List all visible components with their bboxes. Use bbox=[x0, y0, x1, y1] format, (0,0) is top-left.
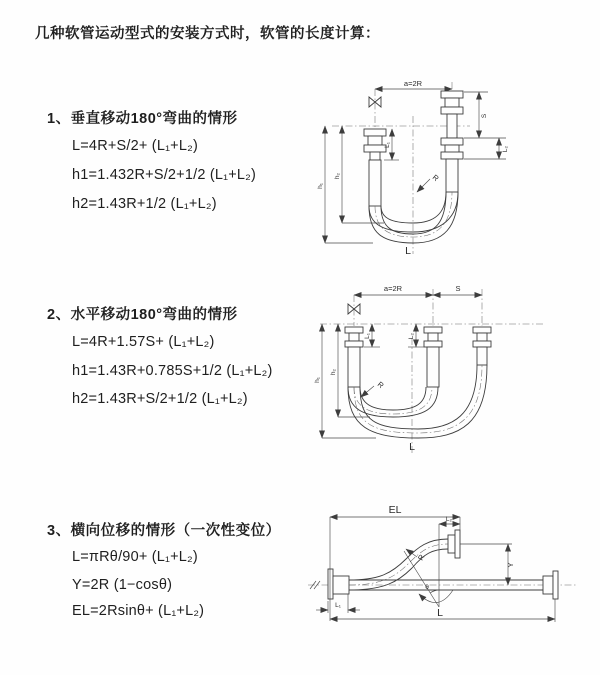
right-flange bbox=[543, 571, 558, 599]
hose-u-bend bbox=[369, 192, 458, 243]
dim-label-R: R bbox=[430, 172, 441, 184]
section-2-formula-h2: h2=1.43R+S/2+1/2 (L₁+L₂) bbox=[72, 391, 248, 407]
dim-label-h2: h₂ bbox=[334, 172, 341, 180]
right-fitting bbox=[441, 91, 463, 159]
diagram-lateral-displacement bbox=[300, 497, 600, 639]
section-1-formula-L: L=4R+S/2+ (L₁+L₂) bbox=[72, 138, 198, 154]
dim-label-a2r: a=2R bbox=[383, 284, 403, 293]
dim-label-L2: L₂ bbox=[502, 145, 509, 153]
section-3-formula-Y: Y=2R (1−cosθ) bbox=[72, 577, 173, 593]
dim-label-EL: EL bbox=[388, 504, 402, 516]
section-3-formula-EL: EL=2Rsinθ+ (L₁+L₂) bbox=[72, 603, 205, 619]
dim-label-L1: L₁ bbox=[384, 142, 391, 148]
dim-label-L1: L₁ bbox=[335, 602, 341, 609]
dim-label-h1: h₁ bbox=[317, 183, 324, 189]
dim-label-L: L bbox=[409, 441, 415, 453]
braided-hose-middle bbox=[427, 347, 439, 387]
braided-hose-right bbox=[446, 159, 458, 192]
dim-label-S: S bbox=[481, 113, 488, 119]
leader-R bbox=[417, 179, 430, 192]
section-2-heading: 2、水平移动180°弯曲的情形 bbox=[47, 307, 238, 323]
hose-s-curve bbox=[349, 539, 448, 590]
section-1-heading: 1、垂直移动180°弯曲的情形 bbox=[47, 111, 238, 127]
section-2-formula-h1: h1=1.43R+0.785S+1/2 (L₁+L₂) bbox=[72, 363, 273, 379]
dim-label-R: R bbox=[375, 379, 386, 391]
dim-label-a2r: a=2R bbox=[403, 79, 423, 88]
section-2-formula-L: L=4R+1.57S+ (L₁+L₂) bbox=[72, 334, 215, 350]
section-3-formula-L: L=πRθ/90+ (L₁+L₂) bbox=[72, 549, 198, 565]
left-fitting bbox=[364, 129, 386, 160]
dim-label-L: L bbox=[405, 245, 411, 257]
dim-label-h2: h₂ bbox=[330, 368, 337, 376]
swing-arrow bbox=[419, 590, 453, 603]
dim-label-theta: θ bbox=[425, 584, 429, 591]
dim-label-L2: L₂ bbox=[445, 516, 453, 523]
dim-label-R: R bbox=[415, 552, 427, 562]
braided-hose-left bbox=[369, 160, 381, 206]
left-flange bbox=[328, 569, 349, 599]
section-1-formula-h2: h2=1.43R+1/2 (L₁+L₂) bbox=[72, 196, 217, 212]
section-1-formula-h1: h1=1.432R+S/2+1/2 (L₁+L₂) bbox=[72, 167, 257, 183]
leader-R bbox=[361, 386, 374, 397]
angle-arc bbox=[430, 590, 439, 593]
dim-label-L1: L₁ bbox=[364, 333, 371, 339]
upper-flange bbox=[448, 530, 460, 558]
braided-hose-left bbox=[348, 347, 360, 387]
diagram-vertical-180-bend bbox=[318, 76, 596, 256]
left-fitting bbox=[345, 327, 363, 347]
dim-label-L: L bbox=[437, 607, 443, 619]
dim-label-h1: h₁ bbox=[314, 377, 321, 383]
dim-label-S: S bbox=[455, 284, 461, 293]
right-fitting bbox=[473, 327, 491, 365]
hose-u-bend bbox=[348, 365, 487, 438]
dim-label-Y: Y bbox=[506, 562, 515, 568]
dim-label-L2: L₂ bbox=[408, 332, 415, 340]
middle-fitting bbox=[424, 327, 442, 347]
page-title: 几种软管运动型式的安装方式时，软管的长度计算： bbox=[35, 26, 380, 42]
diagram-horizontal-180-bend bbox=[312, 280, 600, 460]
section-3-heading: 3、横向位移的情形（一次性变位） bbox=[47, 523, 281, 539]
